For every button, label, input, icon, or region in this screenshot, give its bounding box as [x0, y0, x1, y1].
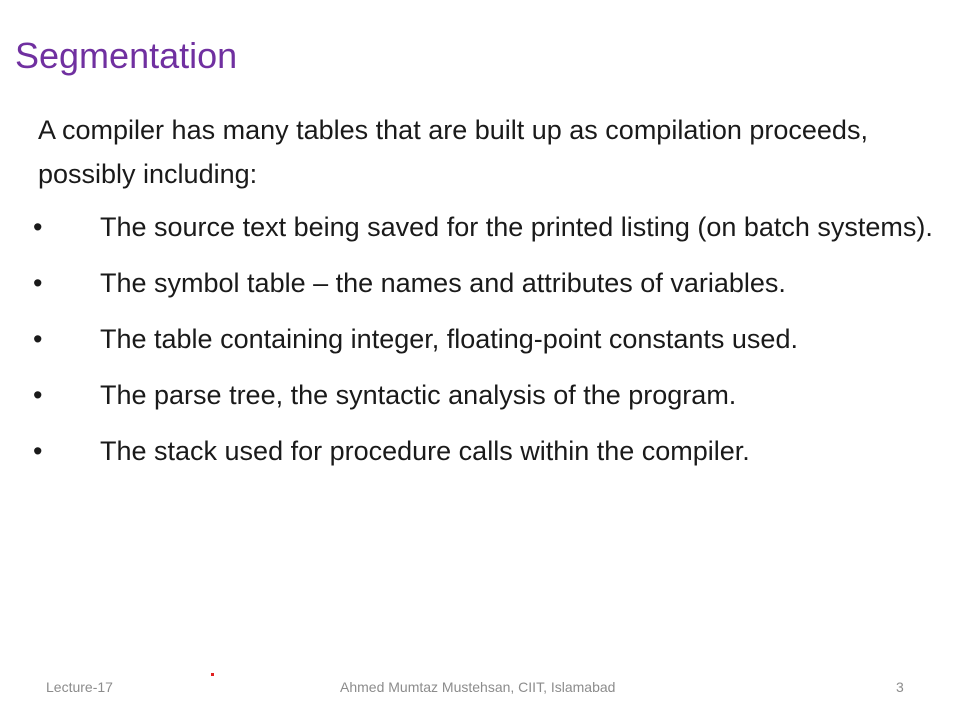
- bullet-text: The table containing integer, floating-point constants used.: [100, 324, 798, 354]
- bullet-dot-icon: •: [33, 324, 43, 354]
- bullet-dot-icon: •: [33, 268, 43, 298]
- bullet-item: [33, 373, 938, 417]
- bullet-dot-icon: •: [33, 212, 43, 242]
- page-number: 3: [896, 679, 904, 695]
- bullet-text: The source text being saved for the printed listing (on batch systems).: [100, 212, 933, 242]
- bullet-item: [33, 317, 938, 361]
- bullet-list: [33, 205, 938, 485]
- bullet-text: The stack used for procedure calls within the compiler.: [100, 436, 750, 466]
- intro-paragraph: A compiler has many tables that are built up as compilation proceeds, possibly including:: [38, 115, 868, 189]
- bullet-dot-icon: •: [33, 380, 43, 410]
- bullet-item: [33, 261, 938, 305]
- bullet-text: The parse tree, the syntactic analysis of the program.: [100, 380, 737, 410]
- bullet-item: [33, 429, 938, 473]
- footer-author: Ahmed Mumtaz Mustehsan, CIIT, Islamabad: [340, 679, 616, 695]
- footer-lecture-label: Lecture-17: [46, 679, 113, 695]
- slide-title: Segmentation: [15, 35, 238, 76]
- bullet-dot-icon: •: [33, 436, 43, 466]
- bullet-text: The symbol table – the names and attributes of variables.: [100, 268, 786, 298]
- bullet-item: [33, 205, 938, 249]
- red-mark: [211, 673, 214, 676]
